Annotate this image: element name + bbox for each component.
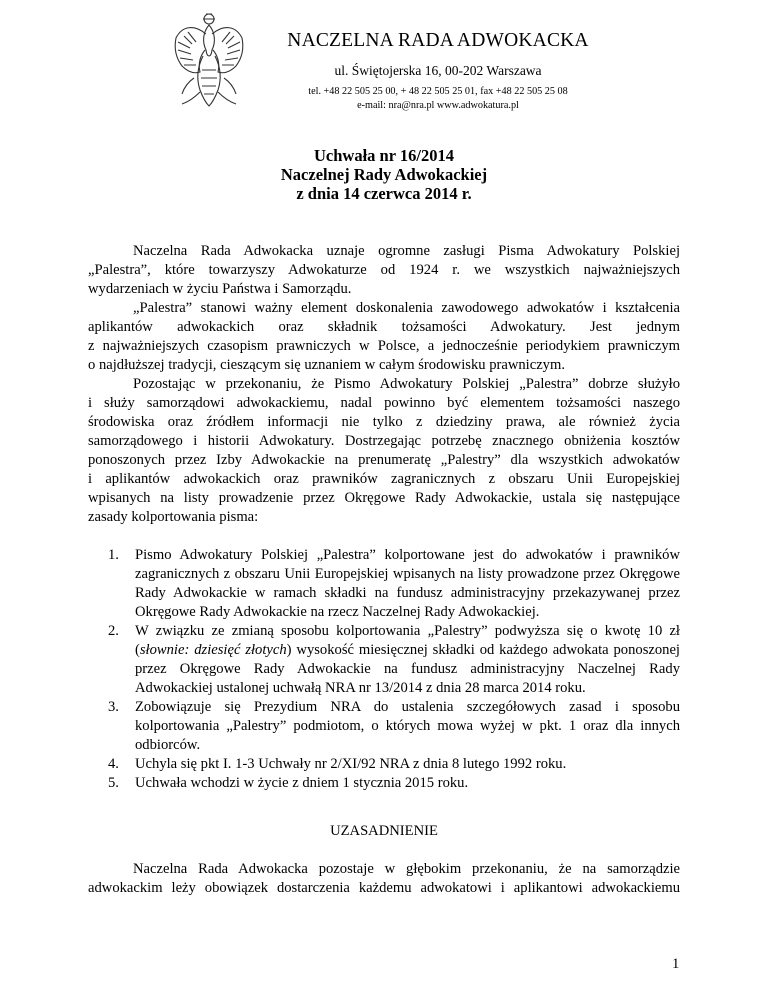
- resolution-title: Uchwała nr 16/2014: [314, 146, 454, 165]
- list-item: [88, 546, 680, 622]
- resolution-issuer: Naczelnej Rady Adwokackiej: [280, 165, 488, 184]
- list-item-number: 2.: [108, 623, 119, 639]
- text-line: środowiska oraz źródłem informacji nie tylko z dziedziny prawa, ale również życia: [88, 414, 680, 430]
- paragraph-2: [88, 299, 680, 375]
- list-item: [88, 755, 680, 774]
- organization-name: NACZELNA RADA ADWOKACKA: [287, 30, 589, 51]
- text-line: adwokackim leży obowiązek dostarczenia każdemu adwokatowi i aplikantowi adwokackiemu: [88, 880, 680, 896]
- text-line: z najważniejszych czasopism prawniczych w Polsce, a jednocześnie periodykiem prawniczym: [88, 338, 680, 354]
- list-item-number: 1.: [108, 547, 119, 563]
- list-item: [88, 774, 680, 793]
- text-line: ponoszonych przez Izby Adwokackie na prenumeratę „Palestry” dla wszystkich adwokatów: [88, 452, 680, 468]
- justification-heading: UZASADNIENIE: [330, 823, 438, 839]
- organization-address: ul. Świętojerska 16, 00-202 Warszawa: [334, 63, 542, 78]
- text-line: samorządowego i historii Adwokatury. Dostrzegając potrzebę znacznego obniżenia kosztów: [88, 433, 680, 449]
- text-line: Naczelna Rada Adwokacka uznaje ogromne zasługi Pisma Adwokatury Polskiej: [133, 243, 680, 259]
- resolution-points-list: [88, 546, 680, 793]
- page-number: 1: [672, 956, 680, 972]
- list-item: [88, 698, 680, 755]
- paragraph-1: [88, 242, 680, 299]
- list-item: [88, 622, 680, 698]
- text-line: Pozostając w przekonaniu, że Pismo Adwokatury Polskiej „Palestra” dobrze służyło: [133, 376, 680, 392]
- organization-contact: tel. +48 22 505 25 00, + 48 22 505 25 01, fax +48 22 505 25 08: [308, 86, 568, 97]
- list-item-text: W związku ze zmianą sposobu kolportowania „Palestry” podwyższa się o kwotę 10 zł (: [135, 623, 680, 658]
- text-line: „Palestra” stanowi ważny element doskonalenia zawodowego adwokatów i kształcenia: [133, 300, 680, 316]
- paragraph-3: [88, 375, 680, 527]
- list-item-number: 5.: [108, 775, 119, 791]
- list-item-text: Zobowiązuje się Prezydium NRA do ustalenia szczegółowych zasad i sposobu kolportowania „Palestry” podmiotom, o których mowa wyżej w pkt. 1 oraz dla innych odbiorców.: [135, 699, 680, 753]
- text-line: i aplikantów adwokackich oraz prawników zagranicznych z obszaru Unii Europejskiej: [88, 471, 680, 487]
- text-line: Naczelna Rada Adwokacka pozostaje w głębokim przekonaniu, że na samorządzie: [133, 861, 680, 877]
- list-item-text: Uchwała wchodzi w życie z dniem 1 stycznia 2015 roku.: [135, 775, 469, 791]
- text-line: aplikantów adwokackich oraz składnik tożsamości Adwokatury. Jest jednym: [88, 319, 680, 335]
- justification-paragraph: [88, 860, 680, 898]
- text-line: o najdłuższej tradycji, cieszącym się uznaniem w całym środowisku prawniczym.: [88, 357, 565, 373]
- text-line: wydarzeniach w życiu Państwa i Samorządu.: [88, 281, 352, 297]
- eagle-emblem-icon: [170, 8, 248, 112]
- text-line: i służy samorządowi adwokackiemu, nadal powinno być elementem tożsamości naszego: [88, 395, 680, 411]
- text-line: zasady kolportowania pisma:: [88, 509, 259, 525]
- list-item-text-italic: słownie: dziesięć złotych: [139, 642, 287, 658]
- list-item-number: 3.: [108, 699, 119, 715]
- organization-email-web: e-mail: nra@nra.pl www.adwokatura.pl: [357, 100, 519, 111]
- resolution-date: z dnia 14 czerwca 2014 r.: [296, 184, 472, 203]
- text-line: wpisanych na listy prowadzenie przez Okręgowe Rady Adwokackie, ustala się następujące: [88, 490, 680, 506]
- list-item-number: 4.: [108, 756, 119, 772]
- list-item-text: ) wysokość miesięcznej składki od każdego adwokata ponoszonej przez Okręgowe Rady Adwokackie na fundusz administracyjny Naczelnej Rady Adwokackiej ustalonej uchwałą NRA nr 13/2014 z dnia 28 marca 2014 roku.: [135, 642, 680, 696]
- list-item-text: Pismo Adwokatury Polskiej „Palestra” kolportowane jest do adwokatów i prawników zagranicznych z obszaru Unii Europejskiej wpisanych na listy prowadzone przez Okręgowe Rady Adwokackie w ramach składki na fundusz administracyjny przekazywanej przez Okręgowe Rady Adwokackie na rzecz Naczelnej Rady Adwokackiej.: [135, 547, 680, 620]
- text-line: „Palestra”, które towarzyszy Adwokaturze od 1924 r. we wszystkich najważniejszych: [88, 262, 680, 278]
- list-item-text: Uchyla się pkt I. 1-3 Uchwały nr 2/XI/92 NRA z dnia 8 lutego 1992 roku.: [135, 756, 567, 772]
